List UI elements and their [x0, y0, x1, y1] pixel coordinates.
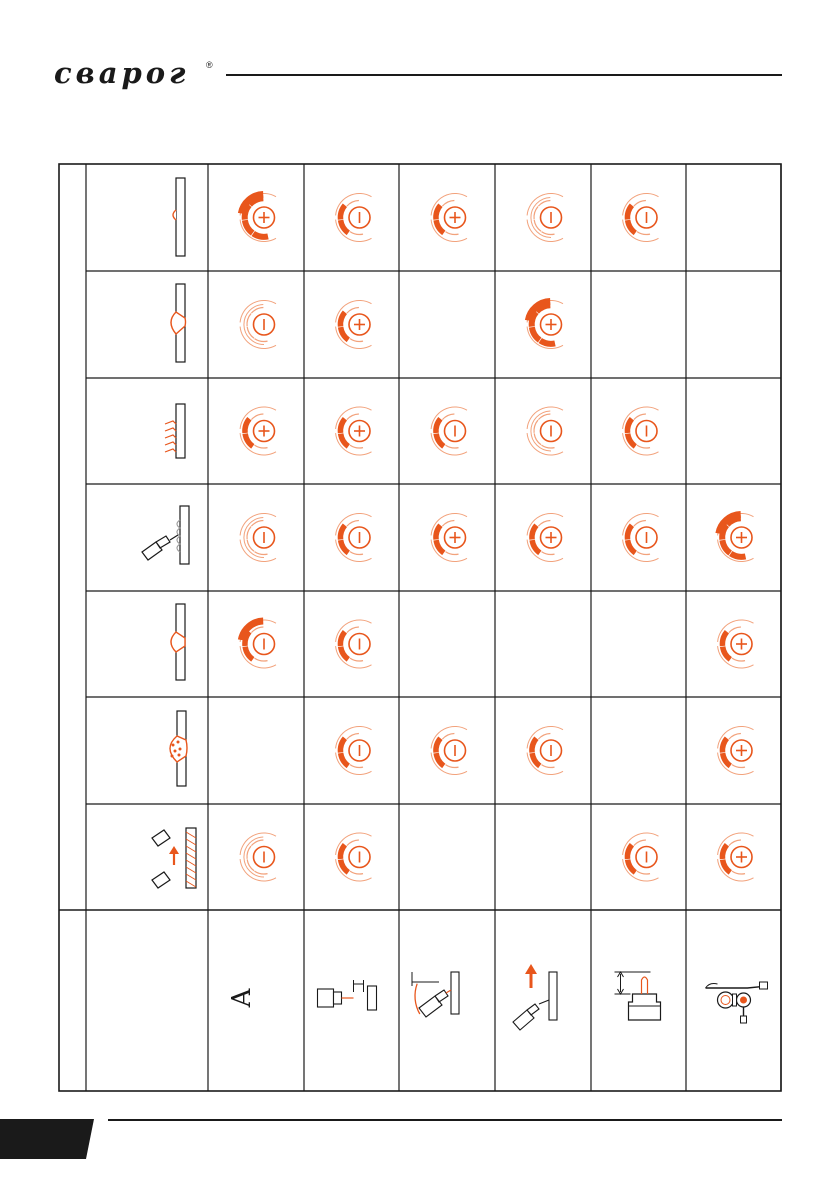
gauge-r4-c1: [240, 514, 276, 562]
gauge-r7-c1: [240, 833, 276, 881]
gauge-r6-c6: [718, 727, 754, 775]
gauge-r6-c2: [336, 727, 372, 775]
fillet-spatter-icon: [165, 404, 185, 458]
gauge-r1-c3: [431, 194, 467, 242]
gauge-r2-c4: [527, 301, 563, 349]
gauge-r1-c1: [240, 194, 276, 242]
gauge-r5-c1: [240, 620, 276, 668]
torch-weave-icon: [142, 506, 189, 564]
butt-joint-bevel-icon: [171, 284, 186, 362]
torch-angle-icon: [412, 972, 459, 1017]
gauge-r5-c2: [336, 620, 372, 668]
gauge-r7-c5: [623, 833, 659, 881]
gauge-r4-c5: [623, 514, 659, 562]
gauge-r5-c6: [718, 620, 754, 668]
page-tab: [0, 1119, 94, 1159]
defect-icons-column: [142, 178, 196, 888]
travel-speed-icon: [513, 964, 557, 1030]
gauge-r1-c2: [336, 194, 372, 242]
gauge-r4-c6: [718, 514, 754, 562]
gauge-r7-c6: [718, 833, 754, 881]
travel-direction-icon: [152, 828, 196, 888]
nozzle-distance-icon: [615, 972, 661, 1020]
registered-mark: ®: [206, 60, 213, 70]
gauge-r4-c2: [336, 514, 372, 562]
stickout-icon: [318, 980, 377, 1010]
footer-rule: [108, 1119, 782, 1121]
butt-joint-gap-icon: [173, 178, 185, 256]
gauge-r3-c2: [336, 407, 372, 455]
gauge-r7-c2: [336, 833, 372, 881]
gauge-r3-c1: [240, 407, 276, 455]
porosity-icon: [170, 711, 187, 786]
gauge-r6-c4: [527, 727, 563, 775]
table-grid: [59, 164, 781, 1091]
current-icon: [227, 987, 257, 1008]
gauge-r3-c3: [431, 407, 467, 455]
gauge-r6-c3: [431, 727, 467, 775]
gauge-r2-c2: [336, 301, 372, 349]
adjustment-gauges: [240, 194, 753, 881]
gauge-r1-c5: [623, 194, 659, 242]
gauge-r3-c4: [527, 407, 563, 455]
gauge-r4-c3: [431, 514, 467, 562]
gas-flow-icon: [706, 982, 768, 1023]
gauge-r3-c5: [623, 407, 659, 455]
gauge-r4-c4: [527, 514, 563, 562]
gauge-r1-c4: [527, 194, 563, 242]
current-glyph: A: [227, 988, 257, 1008]
brand-name: сварог: [54, 56, 190, 90]
gauge-r2-c1: [240, 301, 276, 349]
deep-penetration-icon: [171, 604, 185, 680]
